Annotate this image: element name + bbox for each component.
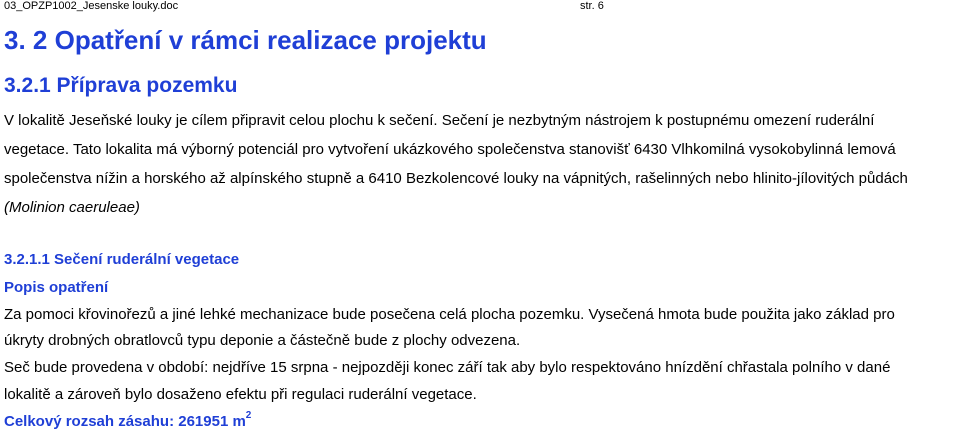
page-number: str. 6: [580, 0, 604, 12]
intro-line-2: vegetace. Tato lokalita má výborný potenciál pro vytvoření ukázkového společenstva stanovišť 6430 Vlhkomilná vysokobylinná lemová: [4, 141, 896, 158]
intro-line-4: (Molinion caeruleae): [4, 199, 140, 216]
timing-line-1: Seč bude provedena v období: nejdříve 15 srpna - nejpozději konec září tak aby bylo respektováno hnízdění chřastala polního v dané: [4, 359, 891, 376]
timing-line-2: lokalitě a zároveň bylo dosaženo efektu při regulaci ruderální vegetace.: [4, 386, 477, 403]
description-line-1: Za pomoci křovinořezů a jiné lehké mechanizace bude posečena celá plocha pozemku. Vysečená hmota bude použita jako základ pro: [4, 306, 895, 323]
subsection-heading: 3.2.1 Příprava pozemku: [4, 74, 238, 97]
description-heading: Popis opatření: [4, 279, 109, 296]
intro-line-3: společenstva nížin a horského až alpínského stupně a 6410 Bezkolencové louky na vápnitých, rašelinných nebo hlinito-jílovitých půdách: [4, 170, 908, 187]
description-line-2: úkryty drobných obratlovců typu deponie a částečně bude z plochy odvezena.: [4, 332, 521, 349]
total-area: [4, 410, 252, 431]
total-area-label: Celkový rozsah zásahu: 261951 m: [4, 413, 246, 430]
document-filename: 03_OPZP1002_Jesenske louky.doc: [4, 0, 179, 12]
section-heading: 3. 2 Opatření v rámci realizace projektu: [4, 25, 487, 55]
total-area-exponent: 2: [245, 410, 252, 421]
measure-heading: 3.2.1.1 Sečení ruderální vegetace: [4, 251, 240, 268]
intro-line-1: V lokalitě Jeseňské louky je cílem připravit celou plochu k sečení. Sečení je nezbytným nástrojem k postupnému omezení ruderální: [4, 112, 875, 129]
